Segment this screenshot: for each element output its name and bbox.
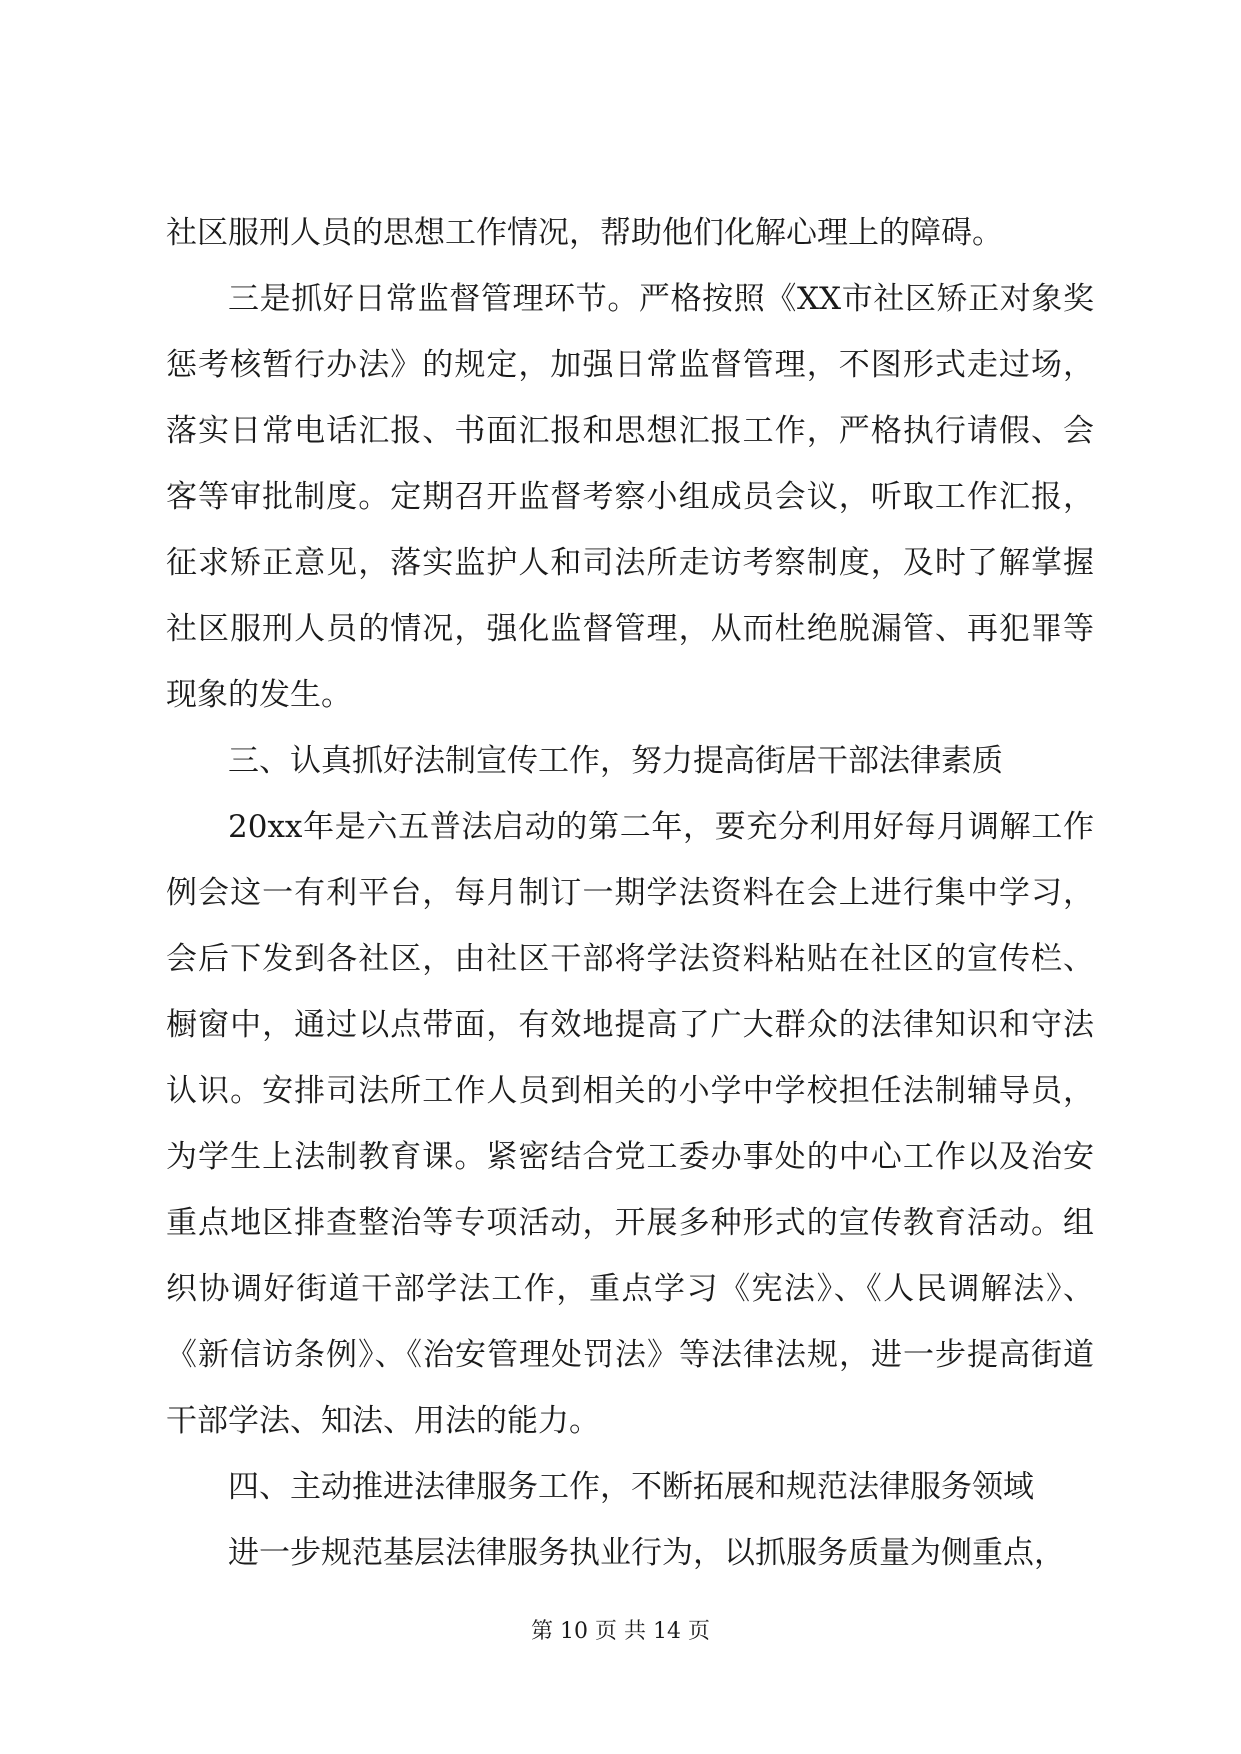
paragraph-6: 进一步规范基层法律服务执业行为，以抓服务质量为侧重点，	[228, 1535, 1065, 1571]
section-heading-3: 三、认真抓好法制宣传工作，努力提高街居干部法律素质	[228, 743, 1003, 779]
document-body	[166, 200, 1094, 1586]
section-heading-4: 四、主动推进法律服务工作，不断拓展和规范法律服务领域	[228, 1469, 1034, 1505]
paragraph-4: 20xx年是六五普法启动的第二年，要充分利用好每月调解工作例会这一有利平台，每月制订一期学法资料在会上进行集中学习，会后下发到各社区，由社区干部将学法资料粘贴在社区的宣传栏、橱窗中，通过以点带面，有效地提高了广大群众的法律知识和守法认识。安排司法所工作人员到相关的小学中学校担任法制辅导员，为学生上法制教育课。紧密结合党工委办事处的中心工作以及治安重点地区排查整治等专项活动，开展多种形式的宣传教育活动。组织协调好街道干部学法工作，重点学习《宪法》、《人民调解法》、《新信访条例》、《治安管理处罚法》等法律法规，进一步提高街道干部学法、知法、用法的能力。	[166, 809, 1094, 1439]
paragraph-1: 社区服刑人员的思想工作情况，帮助他们化解心理上的障碍。	[166, 215, 1003, 251]
page-footer: 第 10 页 共 14 页	[531, 1619, 710, 1644]
paragraph-2: 三是抓好日常监督管理环节。严格按照《XX市社区矫正对象奖惩考核暂行办法》的规定，加强日常监督管理，不图形式走过场，落实日常电话汇报、书面汇报和思想汇报工作，严格执行请假、会客等审批制度。定期召开监督考察小组成员会议，听取工作汇报，征求矫正意见，落实监护人和司法所走访考察制度，及时了解掌握社区服刑人员的情况，强化监督管理，从而杜绝脱漏管、再犯罪等现象的发生。	[166, 281, 1094, 713]
